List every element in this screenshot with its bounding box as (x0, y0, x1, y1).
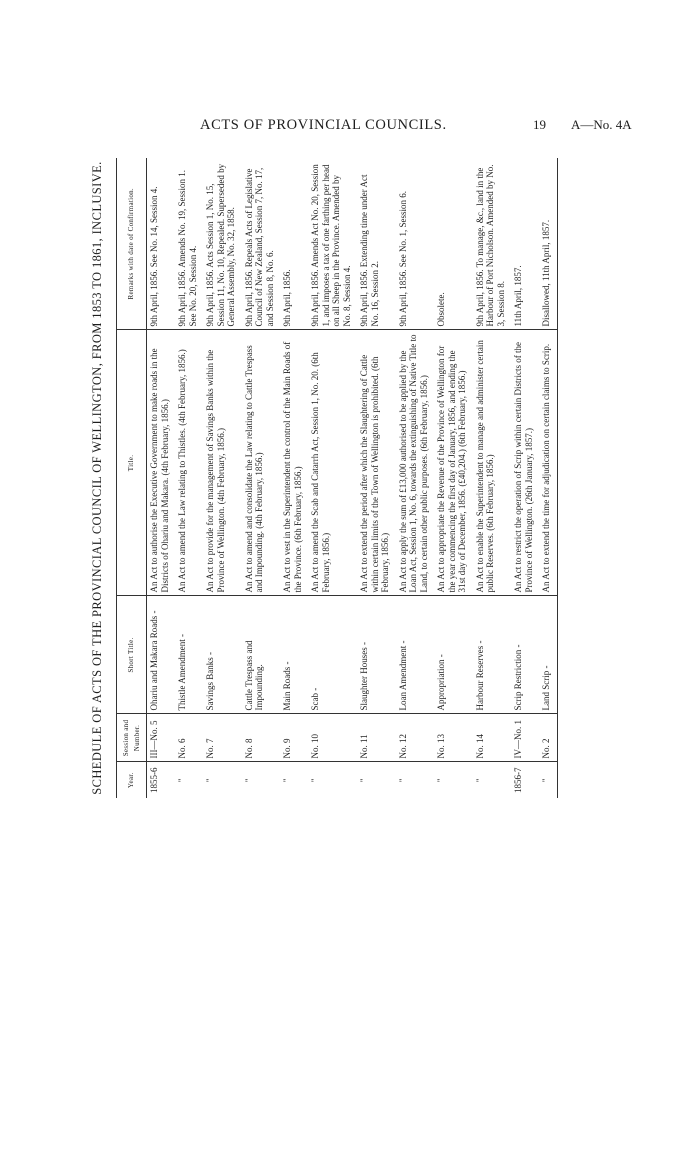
cell-remarks: 9th April, 1856. Acts Session 1, No. 15, Session 11, No. 10, Repealed. Superseded by General Assembly, No. 32, 1858. (203, 158, 242, 330)
col-header-session: Session and Number. (117, 714, 147, 762)
cell-session: No. 11 (357, 714, 396, 762)
cell-remarks: 9th April, 1856. Extending time under Act No. 16, Session 2. (357, 158, 396, 330)
cell-year: " (310, 778, 320, 783)
cell-title: An Act to restrict the operation of Scrip within certain Districts of the Province of Wellington. (26th January, 1857.) (511, 330, 539, 596)
cell-short-title: Loan Amendment - (396, 596, 435, 714)
cell-short-title: Savings Banks - (203, 596, 242, 714)
cell-year: " (436, 778, 446, 783)
paper-number: A—No. 4A (571, 117, 632, 132)
cell-remarks: Disallowed, 11th April, 1857. (539, 158, 557, 330)
cell-short-title: Harbour Reserves - (473, 596, 512, 714)
cell-session: No. 9 (280, 714, 308, 762)
cell-session: No. 10 (308, 714, 357, 762)
cell-short-title: Land Scrip - (539, 596, 557, 714)
cell-title: An Act to amend and consolidate the Law relating to Cattle Trespass and Impounding. (4th February, 1856.) (242, 330, 281, 596)
table-row (147, 158, 176, 798)
cell-title: An Act to vest in the Superintendent the control of the Main Roads of the Province. (6th February, 1856.) (280, 330, 308, 596)
cell-title: An Act to appropriate the Revenue of the Province of Wellington for the year commencing the first day of January, 1856, and ending the 31st day of December, 1856. (£40,204.) (6th February, 1856.) (434, 330, 473, 596)
cell-remarks: 9th April, 1856. Repeals Acts of Legislative Council of New Zealand, Session 7, No. 17, and Session 8, No. 6. (242, 158, 281, 330)
cell-title: An Act to apply the sum of £13,000 authorised to be applied by the Loan Act, Session 1, No. 6, towards the extinguishing of Native Title to Land, to certain other public purposes. (6th February, 1856.) (396, 330, 435, 596)
col-header-short-title: Short Title. (117, 596, 147, 714)
table-row (473, 158, 512, 798)
cell-remarks: 9th April, 1856. Amends Act No. 20, Session 1, and imposes a tax of one farthing per head on all Sheep in the Province. Amended by No. 8, Session 4. (308, 158, 357, 330)
table-row (203, 158, 242, 798)
cell-year: 1856-7 (513, 767, 523, 793)
page-number: 19 (533, 117, 546, 132)
cell-remarks: 11th April, 1857. (511, 158, 539, 330)
cell-short-title: Cattle Trespass and Impounding. (242, 596, 281, 714)
cell-title: An Act to enable the Superintendent to manage and administer certain public Reserves. (6th February, 1856.) (473, 330, 512, 596)
cell-remarks: 9th April, 1856. (280, 158, 308, 330)
cell-year: " (177, 778, 187, 783)
table-row (539, 158, 557, 798)
cell-session: IV—No. 1 (511, 714, 539, 762)
cell-year: " (359, 778, 369, 783)
table-row (357, 158, 396, 798)
cell-remarks: 9th April, 1856. To manage, &c., land in the Harbour of Port Nicholson. Amended by No. 3, Session 8. (473, 158, 512, 330)
cell-short-title: Scrip Restriction - (511, 596, 539, 714)
schedule-table (116, 158, 558, 798)
cell-year: " (474, 778, 485, 783)
cell-session: No. 13 (434, 714, 473, 762)
cell-title: An Act to amend the Law relating to Thistles. (4th February, 1856.) (175, 330, 203, 596)
table-row (511, 158, 539, 798)
cell-title: An Act to provide for the management of Savings Banks within the Province of Wellington. (4th February, 1856.) (203, 330, 242, 596)
table-row (280, 158, 308, 798)
cell-session: No. 12 (396, 714, 435, 762)
cell-remarks: 9th April, 1856. See No. 14, Session 4. (147, 158, 176, 330)
cell-short-title: Ohariu and Makara Roads - (147, 596, 176, 714)
table-row (175, 158, 203, 798)
cell-year: " (243, 778, 254, 783)
table-row (242, 158, 281, 798)
table-row (396, 158, 435, 798)
cell-year: " (397, 778, 408, 783)
col-header-year: Year. (117, 762, 147, 798)
cell-year: " (282, 778, 292, 783)
cell-title: An Act to extend the period after which the Slaughtering of Cattle within certain limits of the Town of Wellington is prohibited. (6th February, 1856.) (357, 330, 396, 596)
col-header-remarks: Remarks with date of Confirmation. (117, 158, 147, 330)
page-header-title: ACTS OF PROVINCIAL COUNCILS. (200, 117, 447, 133)
cell-session: No. 2 (539, 714, 557, 762)
schedule-body (147, 158, 558, 798)
cell-short-title: Thistle Amendment - (175, 596, 203, 714)
table-row (308, 158, 357, 798)
cell-session: No. 14 (473, 714, 512, 762)
cell-year: " (539, 762, 557, 798)
cell-title: An Act to amend the Scab and Catarrh Act, Session 1, No. 20. (6th February, 1856.) (308, 330, 357, 596)
cell-session: III—No. 5 (147, 714, 176, 762)
cell-short-title: Main Roads - (280, 596, 308, 714)
schedule-title: SCHEDULE OF ACTS OF THE PROVINCIAL COUNCIL OF WELLINGTON, FROM 1853 TO 1861, INCLUSIVE. (90, 161, 104, 795)
cell-session: No. 6 (175, 714, 203, 762)
col-header-title: Title. (117, 330, 147, 596)
cell-short-title: Scab - (308, 596, 357, 714)
cell-remarks: 9th April, 1856. See No. 1, Session 6. (396, 158, 435, 330)
rotated-schedule (90, 158, 565, 798)
cell-short-title: Slaughter Houses - (357, 596, 396, 714)
cell-year: " (205, 778, 215, 783)
cell-title: An Act to extend the time for adjudication on certain claims to Scrip. (539, 330, 557, 596)
cell-session: No. 8 (242, 714, 281, 762)
table-header-row (117, 158, 147, 798)
cell-session: No. 7 (203, 714, 242, 762)
cell-title: An Act to authorise the Executive Government to make roads in the Districts of Ohariu and Makara. (4th February, 1856.) (147, 330, 176, 596)
cell-short-title: Appropriation - (434, 596, 473, 714)
cell-remarks: 9th April, 1856. Amends No. 19, Session 1. See No. 20, Session 4. (175, 158, 203, 330)
cell-year: 1855-6 (149, 767, 159, 793)
cell-remarks: Obsolete. (434, 158, 473, 330)
table-row (434, 158, 473, 798)
